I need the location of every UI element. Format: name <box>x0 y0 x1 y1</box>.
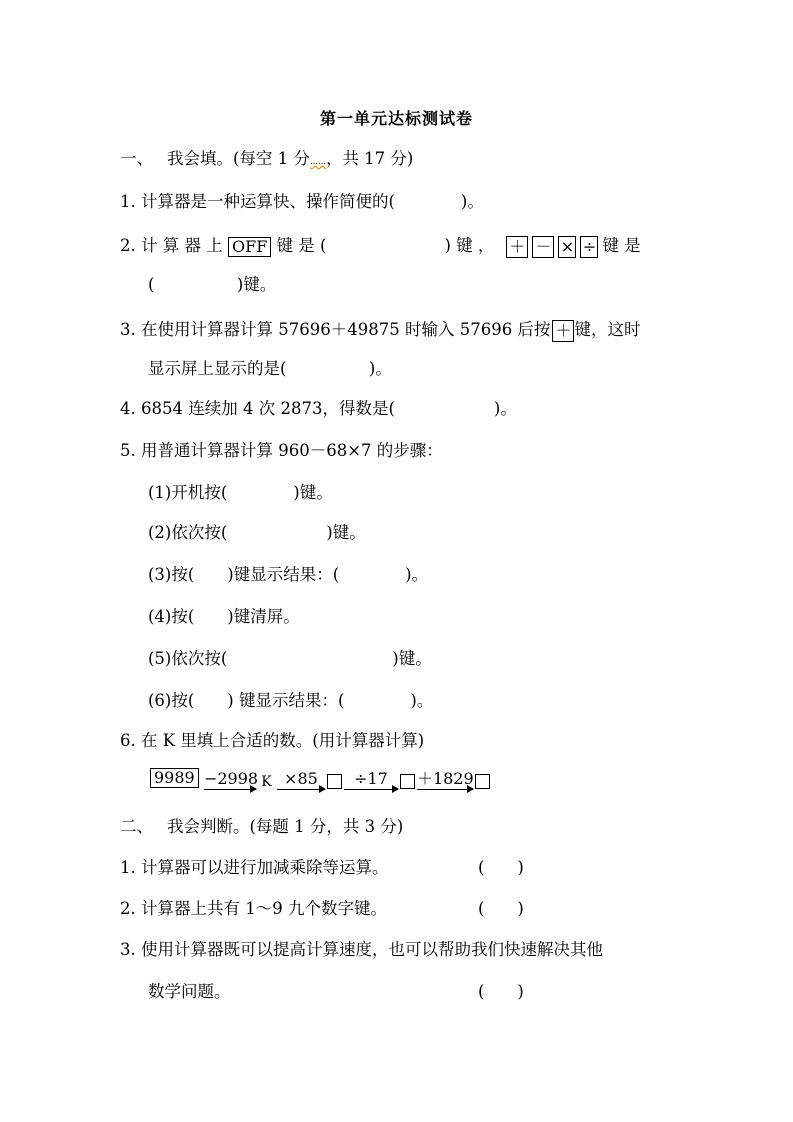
section1-title-end: ，共 17 分) <box>325 149 414 168</box>
judge-item-2: 2. 计算器上共有 1～9 九个数字键。 <box>120 899 387 918</box>
question-2 <box>120 235 641 258</box>
arrow-divide <box>344 770 398 790</box>
question-6: 6. 在 K 里填上合适的数。(用计算器计算) <box>120 731 425 750</box>
q2-part2: 键 是 ( <box>276 236 327 255</box>
answer-box <box>400 774 415 789</box>
q5-step-4: (4)按( )键清屏。 <box>148 607 300 626</box>
q2-part3: ) 键 ， <box>444 236 495 255</box>
section1-heading <box>120 148 413 173</box>
judge-paren-2: ( ) <box>478 899 524 918</box>
section2-title: 我会判断。(每题 1 分，共 3 分) <box>167 817 404 836</box>
question-4: 4. 6854 连续加 4 次 2873，得数是( )。 <box>120 399 517 418</box>
section1-title: 我会填。(每空 1 分 <box>167 149 310 168</box>
multiply-key-box: × <box>558 236 576 258</box>
k-box: K <box>261 774 272 790</box>
start-number-box: 9989 <box>150 768 199 788</box>
arrow-multiply <box>277 770 325 790</box>
question-5: 5. 用普通计算器计算 960－68×7 的步骤： <box>120 441 443 460</box>
judge-paren-1: ( ) <box>478 858 524 877</box>
off-key-box: OFF <box>228 237 271 257</box>
q5-step-2: (2)依次按( )键。 <box>148 523 366 542</box>
question-3-line2: 显示屏上显示的是( )。 <box>148 359 392 378</box>
arrow-subtract <box>203 769 259 790</box>
plus-key-box-q3: ＋ <box>552 320 574 342</box>
wavy-mark: …… <box>309 157 326 166</box>
arrow-icon <box>204 789 256 790</box>
judge-paren-3: ( ) <box>478 982 524 1001</box>
minus-key-box: － <box>532 236 554 258</box>
section2-number: 二、 <box>120 817 153 836</box>
q2-part4: 键 是 <box>602 236 641 255</box>
section1-number: 一、 <box>120 149 153 168</box>
q3-part2: 键，这时 <box>574 320 641 339</box>
section2-heading <box>120 816 403 838</box>
arrow-icon <box>277 789 325 790</box>
answer-box <box>327 774 342 789</box>
op-add-label: ＋1829 <box>416 769 474 788</box>
page-title: 第一单元达标测试卷 <box>319 109 473 128</box>
question-2-line2: ( )键。 <box>148 275 277 294</box>
calc-chain <box>150 768 492 800</box>
q2-part1: 2. 计 算 器 上 <box>120 236 223 255</box>
divide-key-box: ÷ <box>580 236 598 258</box>
arrow-add <box>417 770 473 790</box>
q5-step-6: (6)按( ) 键显示结果：( )。 <box>148 691 434 710</box>
op-divide-label: ÷17 <box>354 769 388 788</box>
judge-item-3: 3. 使用计算器既可以提高计算速度，也可以帮助我们快速解决其他 <box>120 940 603 959</box>
question-1: 1. 计算器是一种运算快、操作简便的( )。 <box>120 192 484 211</box>
question-3 <box>120 319 640 342</box>
arrow-icon <box>417 789 473 790</box>
answer-box <box>475 774 490 789</box>
judge-item-1: 1. 计算器可以进行加减乘除等运算。 <box>120 858 389 877</box>
q3-part1: 3. 在使用计算器计算 57696＋49875 时输入 57696 后按 <box>120 320 551 339</box>
q5-step-3: (3)按( )键显示结果：( )。 <box>148 565 429 584</box>
q5-step-1: (1)开机按( )键。 <box>148 483 333 502</box>
judge-item-3-line2: 数学问题。 <box>148 982 231 1001</box>
arrow-icon <box>344 789 398 790</box>
op-multiply-label: ×85 <box>284 769 318 788</box>
plus-key-box: ＋ <box>506 236 528 258</box>
op-subtract-label: −2998 <box>203 769 259 788</box>
q5-step-5: (5)依次按( )键。 <box>148 649 432 668</box>
